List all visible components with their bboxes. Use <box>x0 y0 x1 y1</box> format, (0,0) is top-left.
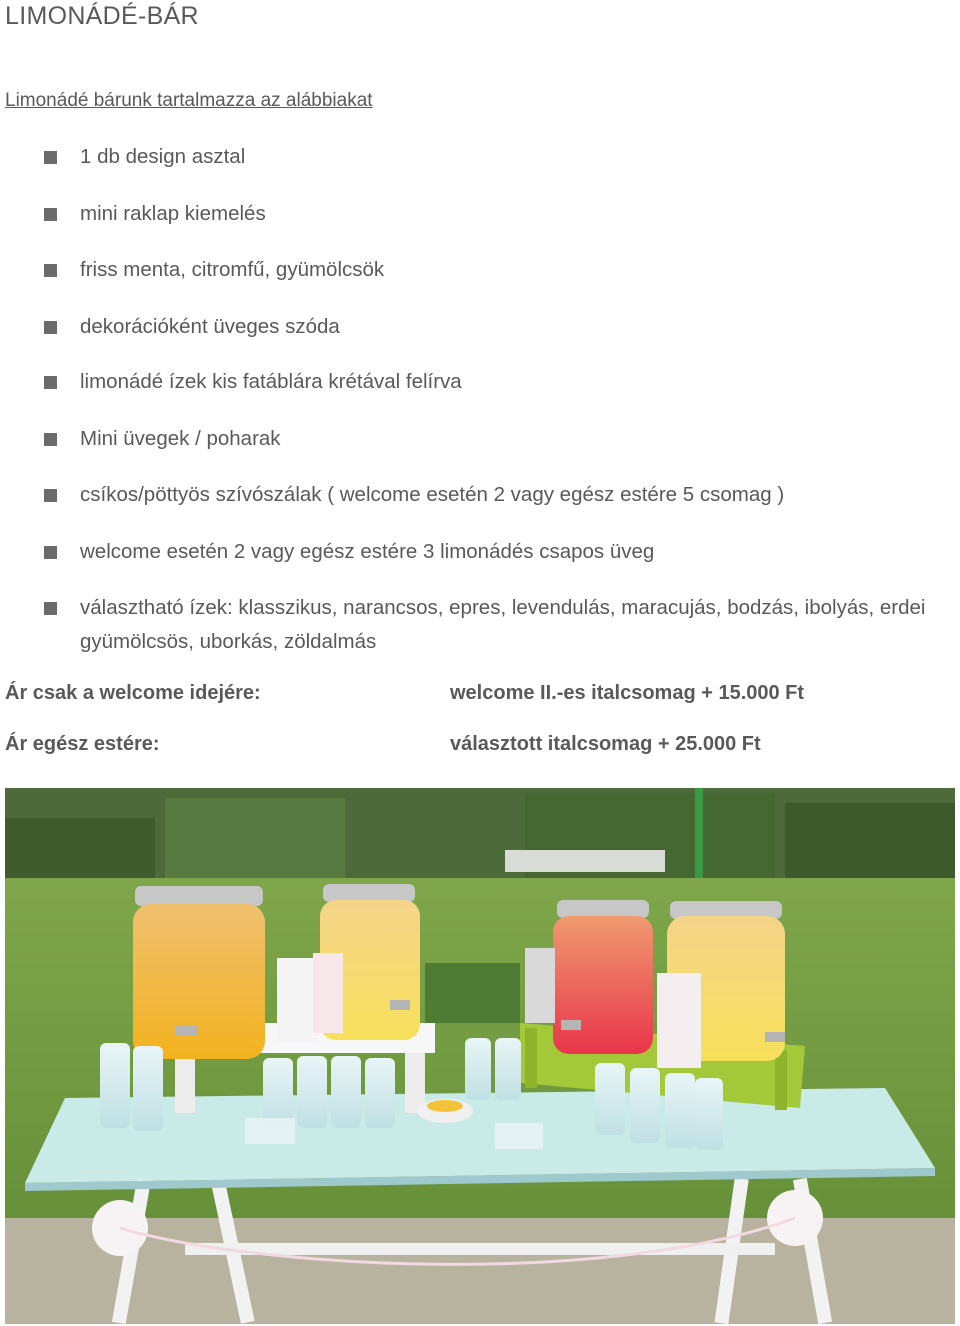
list-item-text: mini raklap kiemelés <box>80 202 266 225</box>
list-item-text: dekorációként üveges szóda <box>80 315 340 338</box>
square-bullet-icon <box>44 546 57 559</box>
list-item <box>0 478 784 512</box>
square-bullet-icon <box>44 433 57 446</box>
square-bullet-icon <box>44 151 57 164</box>
list-item <box>0 310 340 344</box>
list-item <box>0 422 281 456</box>
square-bullet-icon <box>44 208 57 221</box>
list-item <box>0 365 462 399</box>
list-item-text: 1 db design asztal <box>80 145 246 168</box>
list-item-text: friss menta, citromfű, gyümölcsök <box>80 258 385 281</box>
list-item-text: welcome esetén 2 vagy egész estére 3 limonádés csapos üveg <box>80 540 655 563</box>
page-title: LIMONÁDÉ-BÁR <box>5 2 199 30</box>
price-label-evening: Ár egész estére: <box>5 733 160 755</box>
price-value-welcome: welcome II.-es italcsomag + 15.000 Ft <box>450 682 805 704</box>
price-label-welcome: Ár csak a welcome idejére: <box>5 682 261 704</box>
list-item-text: limonádé ízek kis fatáblára krétával felírva <box>80 370 462 393</box>
list-item-text: választható ízek: klasszikus, narancsos, epres, levendulás, maracujás, bodzás, ibolyás, erdei gyümölcsös, uborkás, zöldalmás <box>80 596 926 653</box>
list-item <box>0 253 384 287</box>
intro-text: Limonádé bárunk tartalmazza az alábbiakat <box>5 90 373 111</box>
list-item <box>0 591 960 659</box>
list-item-text: csíkos/pöttyös szívószálak ( welcome esetén 2 vagy egész estére 5 csomag ) <box>80 483 785 506</box>
list-item <box>0 535 654 569</box>
square-bullet-icon <box>44 264 57 277</box>
square-bullet-icon <box>44 321 57 334</box>
list-item <box>0 140 245 174</box>
list-item <box>0 197 266 231</box>
square-bullet-icon <box>44 376 57 389</box>
square-bullet-icon <box>44 602 57 615</box>
list-item-text: Mini üvegek / poharak <box>80 427 281 450</box>
price-value-evening: választott italcsomag + 25.000 Ft <box>450 733 761 755</box>
lemonade-bar-photo <box>5 788 955 1324</box>
square-bullet-icon <box>44 489 57 502</box>
